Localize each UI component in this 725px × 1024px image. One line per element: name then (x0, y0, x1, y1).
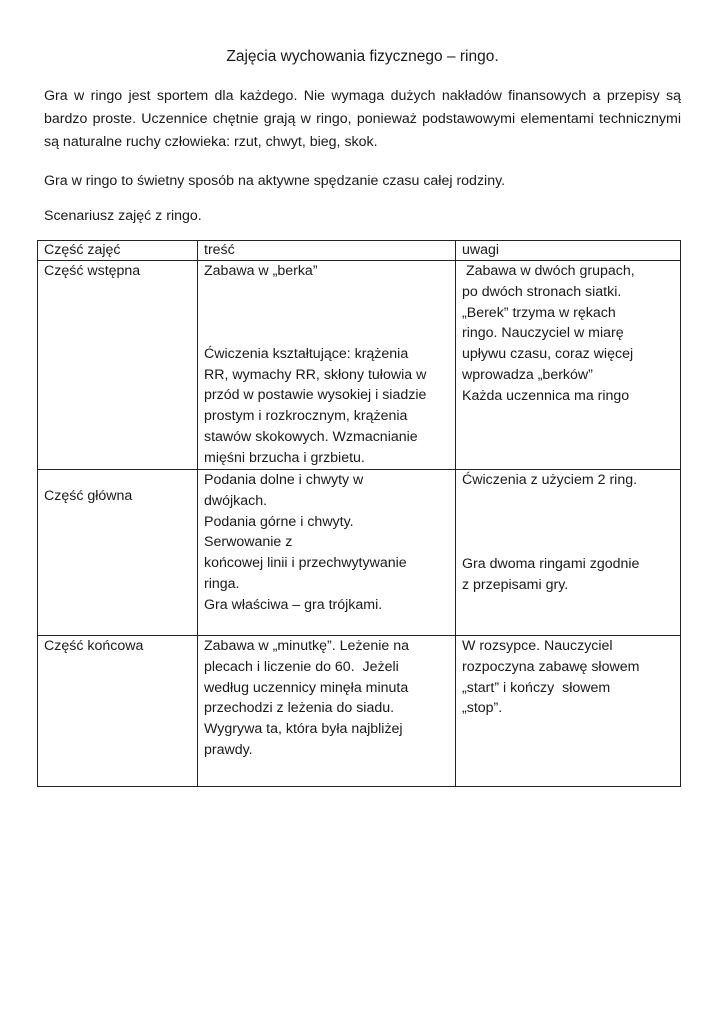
lesson-table (37, 240, 681, 787)
part-label: Część końcowa (44, 638, 144, 654)
content-line: Ćwiczenia kształtujące: krążenia (204, 345, 409, 362)
notes-line: ringo. Nauczyciel w miarę (462, 325, 624, 342)
content-line: Podania górne i chwyty. (204, 513, 354, 530)
content-line: stawów skokowych. Wzmacnianie (204, 428, 418, 445)
content-line: Zabawa w „berka” (204, 263, 318, 279)
content-line: według uczennicy minęła minuta (204, 679, 409, 696)
document-title: Zajęcia wychowania fizycznego – ringo. (226, 48, 499, 65)
content-line: przechodzi z leżenia do siadu. (204, 700, 395, 717)
content-line: plecach i liczenie do 60. Jeżeli (204, 658, 399, 675)
content-line: prawdy. (204, 741, 253, 758)
header-notes: uwagi (456, 241, 681, 261)
content-line: Zabawa w „minutkę”. Leżenie na (204, 638, 410, 654)
notes-line: Każda uczennica ma ringo (462, 387, 630, 404)
intro-paragraph: Gra w ringo jest sportem dla każdego. Nie wymaga dużych nakładów finansowych a przepisy są bardzo proste. Uczennice chętnie grają w ringo, ponieważ podstawowymi elementami technicznymi są naturalne ruchy człowieka: rzut, chwyt, bieg, skok. (44, 88, 681, 150)
cell-part-final (38, 636, 198, 787)
table-row-final (38, 636, 681, 787)
content-line: przód w postawie wysokiej i siadzie (204, 387, 427, 404)
notes-line: Ćwiczenia z użyciem 2 ring. (462, 472, 638, 488)
cell-notes-final (456, 636, 681, 787)
cell-content-final (198, 636, 456, 787)
cell-content-intro (198, 261, 456, 470)
family-paragraph: Gra w ringo to świetny sposób na aktywne spędzanie czasu całej rodziny. (44, 173, 506, 189)
notes-line: Gra dwoma ringami zgodnie (462, 555, 640, 572)
cell-content-main (198, 470, 456, 636)
notes-line: „stop”. (462, 700, 503, 717)
content-line: RR, wymachy RR, skłony tułowia w (204, 366, 427, 383)
notes-line: W rozsypce. Nauczyciel (462, 638, 613, 654)
content-line: dwójkach. (204, 492, 268, 509)
content-line: Wygrywa ta, która była najbliżej (204, 721, 403, 738)
content-line: Serwowanie z (204, 534, 293, 551)
notes-line: Zabawa w dwóch grupach, (462, 263, 635, 279)
header-content: treść (198, 241, 456, 261)
content-line: Gra właściwa – gra trójkami. (204, 596, 383, 613)
notes-line: po dwóch stronach siatki. (462, 283, 622, 300)
part-label: Część wstępna (44, 263, 141, 279)
notes-line: z przepisami gry. (462, 576, 569, 593)
content-line: ringa. (204, 575, 240, 592)
notes-line: rozpoczyna zabawę słowem (462, 658, 640, 675)
table-row-main (38, 470, 681, 636)
content-line: prostym i rozkrocznym, krążenia (204, 408, 408, 425)
table-header-row (38, 241, 681, 261)
cell-notes-main (456, 470, 681, 636)
notes-line: upływu czasu, coraz więcej (462, 346, 634, 363)
header-part: Część zajęć (38, 241, 198, 261)
notes-line: „start” i kończy słowem (462, 679, 611, 696)
content-line: mięśni brzucha i grzbietu. (204, 449, 365, 466)
content-line: końcowej linii i przechwytywanie (204, 555, 407, 572)
cell-notes-intro (456, 261, 681, 470)
notes-line: wprowadza „berków” (462, 366, 593, 383)
cell-part-intro (38, 261, 198, 470)
table-row-intro (38, 261, 681, 470)
part-label: Część główna (44, 488, 133, 504)
scenario-heading: Scenariusz zajęć z ringo. (44, 208, 202, 224)
notes-line: „Berek” trzyma w rękach (462, 304, 616, 321)
cell-part-main (38, 470, 198, 636)
content-line: Podania dolne i chwyty w (204, 472, 364, 488)
